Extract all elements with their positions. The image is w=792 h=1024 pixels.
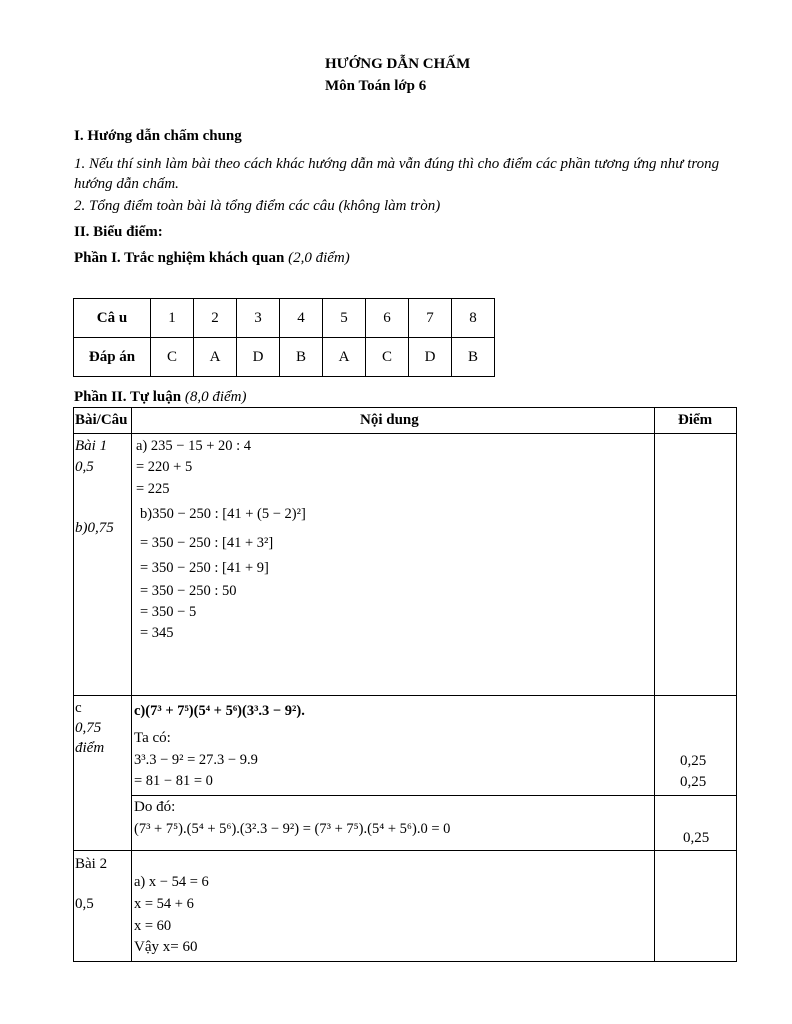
mc-q6: 6 bbox=[366, 299, 409, 338]
mc-q4: 4 bbox=[280, 299, 323, 338]
mc-a4: B bbox=[280, 338, 323, 377]
part1-label: Phần I. Trắc nghiệm khách quan bbox=[74, 250, 285, 266]
mc-a7: D bbox=[409, 338, 452, 377]
b1-line-b1: b)350 − 250 : [41 + (5 − 2)²] bbox=[140, 506, 306, 522]
b2-line-4: Vậy x= 60 bbox=[134, 939, 198, 955]
b1-points-b: b)0,75 bbox=[75, 520, 114, 536]
c-points: 0,75 bbox=[75, 720, 102, 736]
b2-line-2: x = 54 + 6 bbox=[134, 896, 194, 912]
b2-label: Bài 2 bbox=[75, 856, 108, 872]
c-do-do: Do đó: bbox=[134, 799, 176, 815]
doc-subtitle: Môn Toán lớp 6 bbox=[325, 78, 427, 94]
c-line-2: = 81 − 81 = 0 bbox=[134, 773, 213, 789]
essay-col-content: Nội dung bbox=[360, 412, 419, 428]
c-score-3: 0,25 bbox=[683, 830, 710, 846]
mc-a3: D bbox=[237, 338, 280, 377]
b1-line-b4: = 350 − 250 : 50 bbox=[140, 583, 237, 599]
c-label: c bbox=[75, 700, 82, 716]
b1-points-a: 0,5 bbox=[75, 459, 94, 475]
col-divider-2 bbox=[654, 407, 655, 962]
col-divider-1 bbox=[131, 407, 132, 962]
part2-heading bbox=[74, 389, 752, 406]
mc-q1: 1 bbox=[151, 299, 194, 338]
mc-q2: 2 bbox=[194, 299, 237, 338]
general-item-1: 1. Nếu thí sinh làm bài theo cách khác hướng dẫn mà vẫn đúng thì cho điểm các phần tương ứng như trong hướng dẫn chấm. bbox=[74, 156, 720, 192]
c-line-1: 3³.3 − 9² = 27.3 − 9.9 bbox=[134, 752, 258, 768]
mc-q8: 8 bbox=[452, 299, 495, 338]
b1-line-b5: = 350 − 5 bbox=[140, 604, 197, 620]
row-divider-header bbox=[73, 433, 737, 434]
mc-q7: 7 bbox=[409, 299, 452, 338]
part2-points: (8,0 điểm) bbox=[184, 389, 247, 405]
b1-label: Bài 1 bbox=[75, 438, 108, 454]
c-score-1: 0,25 bbox=[680, 753, 707, 769]
mc-a2: A bbox=[194, 338, 237, 377]
b1-line-b2: = 350 − 250 : [41 + 3²] bbox=[140, 535, 274, 551]
b2-line-3: x = 60 bbox=[134, 918, 172, 934]
c-line-3: (7³ + 7⁵).(5⁴ + 5⁶).(3².3 − 9²) = (7³ + 7⁵).(5⁴ + 5⁶).0 = 0 bbox=[134, 821, 451, 837]
mc-a5: A bbox=[323, 338, 366, 377]
b1-line-a1: a) 235 − 15 + 20 : 4 bbox=[136, 438, 252, 454]
b1-line-b6: = 345 bbox=[140, 625, 174, 641]
general-item-2: 2. Tổng điểm toàn bài là tổng điểm các câu (không làm tròn) bbox=[74, 198, 441, 214]
b1-line-a3: = 225 bbox=[136, 481, 170, 497]
mc-row1-header: Câ u bbox=[74, 299, 151, 338]
part1-points: (2,0 điểm) bbox=[288, 250, 350, 266]
b1-line-b3: = 350 − 250 : [41 + 9] bbox=[140, 560, 269, 576]
mc-q5: 5 bbox=[323, 299, 366, 338]
essay-col-question: Bài/Câu bbox=[75, 412, 128, 428]
b1-line-a2: = 220 + 5 bbox=[136, 459, 193, 475]
c-points-unit: điểm bbox=[75, 740, 105, 756]
c-score-2: 0,25 bbox=[680, 774, 707, 790]
mc-a1: C bbox=[151, 338, 194, 377]
doc-title: HƯỚNG DẪN CHẤM bbox=[325, 56, 471, 72]
mc-question-row bbox=[74, 299, 495, 338]
scoring-heading: II. Biểu điểm: bbox=[74, 224, 163, 240]
b2-line-1: a) x − 54 = 6 bbox=[134, 874, 209, 890]
mc-q3: 3 bbox=[237, 299, 280, 338]
row-divider-1 bbox=[73, 695, 737, 696]
part1-heading bbox=[74, 250, 752, 267]
mc-row2-header: Đáp án bbox=[74, 338, 151, 377]
part2-label: Phần II. Tự luận bbox=[74, 389, 182, 405]
general-heading: I. Hướng dẫn chấm chung bbox=[74, 128, 242, 144]
mc-a6: C bbox=[366, 338, 409, 377]
mc-a8: B bbox=[452, 338, 495, 377]
mc-answer-row bbox=[74, 338, 495, 377]
row-divider-sub bbox=[131, 795, 737, 796]
essay-col-score: Điểm bbox=[678, 412, 713, 428]
mc-answer-table bbox=[73, 298, 495, 377]
row-divider-2 bbox=[73, 850, 737, 851]
c-ta-co: Ta có: bbox=[134, 730, 171, 746]
b2-points: 0,5 bbox=[75, 896, 94, 912]
c-expression: c)(7³ + 7⁵)(5⁴ + 5⁶)(3³.3 − 9²). bbox=[134, 703, 305, 719]
